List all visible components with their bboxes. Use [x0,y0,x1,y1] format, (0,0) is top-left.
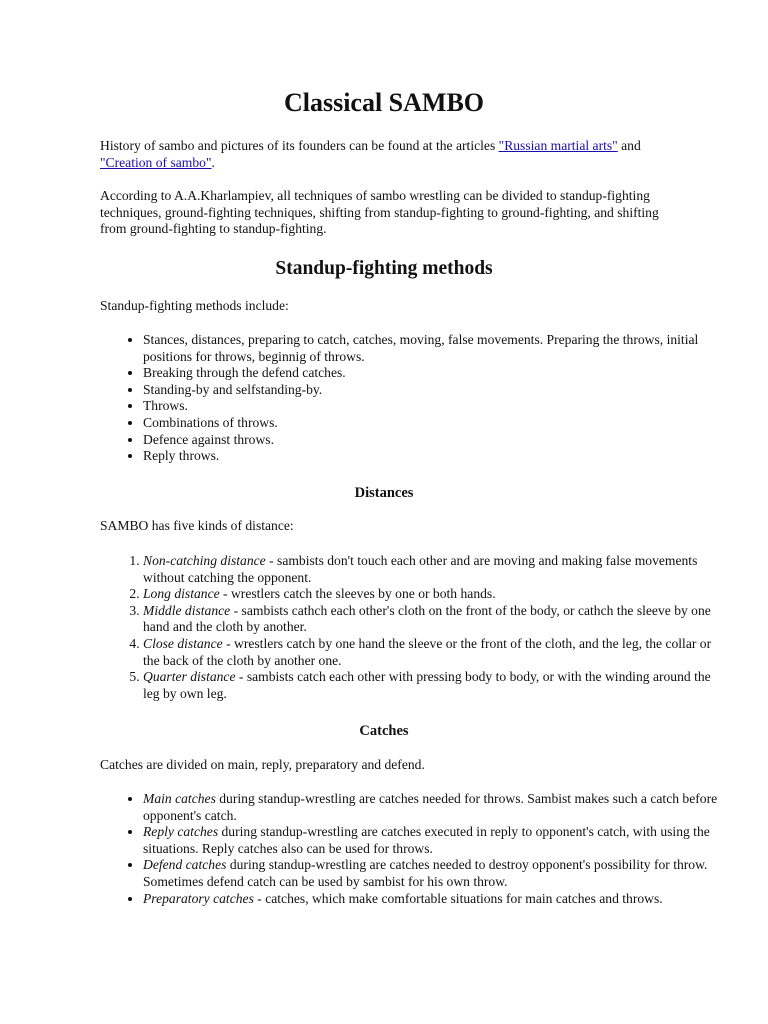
catch-desc: during standup-wrestling are catches needed to destroy opponent's possibility for throw. Sometimes defend catch can be used by sambist for his own throw. [143,857,708,889]
list-item [143,824,718,857]
distance-term: Non-catching distance [143,553,266,568]
catch-term: Main catches [143,791,216,806]
list-item: • Combinations of throws. [143,415,718,432]
list-item: • Standing-by and selfstanding-by. [143,382,718,399]
page-title: Classical SAMBO [283,88,485,117]
distance-desc: - sambists don't touch each other and are moving and making false movements without catching the opponent. [143,553,698,585]
catches-list [100,791,718,907]
list-item: • Breaking through the defend catches. [143,365,718,382]
standup-methods-list [100,332,718,465]
list-item: • Reply throws. [143,448,718,465]
distance-desc: - sambists cathch each other's cloth on the front of the body, or cathch the sleeve by one hand and the cloth by another. [143,602,711,635]
catch-term: Reply catches [143,824,219,840]
distance-term: Close distance [143,635,223,651]
distance-term: Quarter distance [143,669,236,685]
intro-paragraph [100,138,675,171]
distance-term: Middle distance [143,602,231,618]
section-heading-standup: Standup-fighting methods [275,258,493,279]
catch-term: Preparatory catches [143,890,254,906]
techniques-paragraph: According to A.A.Kharlampiev, all techniques of sambo wrestling can be divided to standup-fighting techniques, ground-fighting techniques, shifting from standup-fighting to ground-fighting, and shifting from ground-fighting to standup-fighting. [100,188,659,237]
list-item [143,603,718,636]
intro-text: History of sambo and pictures of its founders can be found at the articles [100,138,499,153]
list-item: • Stances, distances, preparing to catch, catches, moving, false movements. Preparing the throws, initial positions for throws, beginnig of throws. [143,332,718,365]
link-russian-martial-arts[interactable]: "Russian martial arts" [498,138,618,153]
catch-term: Defend catches [143,857,227,873]
catch-desc: - catches, which make comfortable situations for main catches and throws. [253,890,663,906]
list-item [143,669,718,702]
catches-intro: Catches are divided on main, reply, preparatory and defend. [100,757,425,772]
list-item [143,857,718,890]
catch-desc: during standup-wrestling are catches needed for throws. Sambist makes such a catch before opponent's catch. [143,791,718,823]
list-item [143,553,718,586]
standup-intro: Standup-fighting methods include: [100,298,289,313]
intro-text-mid: and [617,138,641,153]
list-item [143,636,718,669]
catch-desc: during standup-wrestling are catches executed in reply to opponent's catch, with using the situations. Reply catches also can be used for throws. [143,824,710,856]
link-creation-of-sambo[interactable]: "Creation of sambo" [100,154,212,170]
list-item: • Defence against throws. [143,432,718,449]
list-item [143,791,718,824]
section-heading-distances: Distances [354,485,414,501]
list-item [143,586,718,603]
section-heading-catches: Catches [359,723,409,739]
distances-intro: SAMBO has five kinds of distance: [100,518,294,533]
list-item: • Throws. [143,398,718,415]
distance-desc: - wrestlers catch the sleeves by one or both hands. [219,586,496,602]
distance-term: Long distance [143,586,220,602]
list-item [143,891,718,908]
distances-list [100,553,718,702]
distance-desc: - wrestlers catch by one hand the sleeve or the front of the cloth, and the leg, the collar or the back of the cloth by another one. [143,635,712,668]
intro-text-end: . [211,154,215,170]
distance-desc: - sambists catch each other with pressing body to body, or with the winding around the leg by own leg. [143,669,711,701]
